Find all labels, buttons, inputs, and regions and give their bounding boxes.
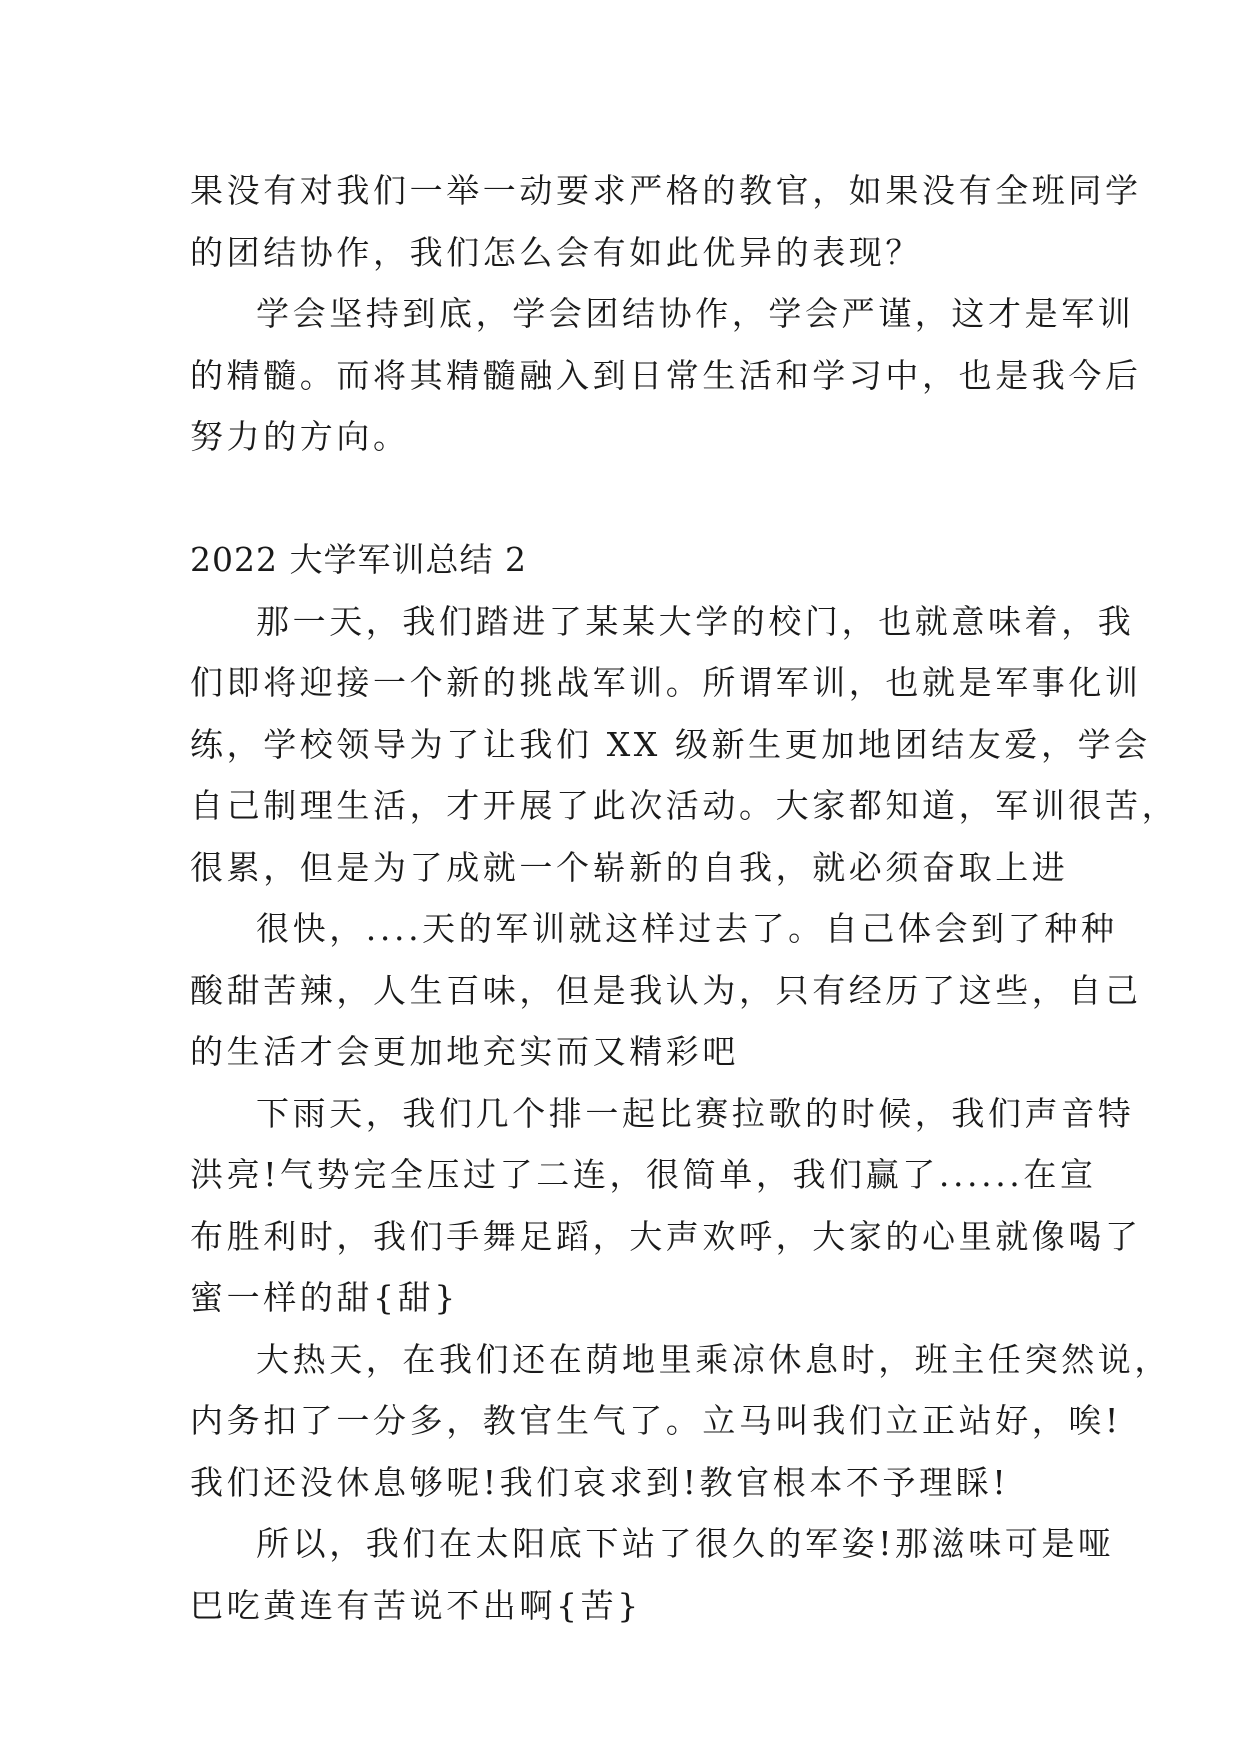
- text-line: 那一天，我们踏进了某某大学的校门，也就意味着，我: [256, 601, 1135, 641]
- text-line: 布胜利时，我们手舞足蹈，大声欢呼，大家的心里就像喝了: [190, 1216, 1142, 1256]
- text-line: 洪亮!气势完全压过了二连，很简单，我们赢了......在宣: [190, 1155, 1097, 1194]
- text-line: 下雨天，我们几个排一起比赛拉歌的时候，我们声音特: [256, 1093, 1135, 1133]
- text-line: 自己制理生活，才开展了此次活动。大家都知道，军训很苦，: [190, 786, 1179, 825]
- text-line: 很累，但是为了成就一个崭新的自我，就必须奋取上进: [190, 847, 1069, 887]
- text-line: 的生活才会更加地充实而又精彩吧: [190, 1032, 739, 1071]
- text-line: 学会坚持到底，学会团结协作，学会严谨，这才是军训: [256, 294, 1135, 333]
- text-line: 练，学校领导为了让我们 XX 级新生更加地团结友爱，学会: [190, 724, 1151, 764]
- text-line: 我们还没休息够呢!我们哀求到!教官根本不予理睬!: [190, 1462, 1010, 1502]
- text-line: 内务扣了一分多，教官生气了。立马叫我们立正站好，唉!: [190, 1401, 1122, 1440]
- text-line: 的精髓。而将其精髓融入到日常生活和学习中，也是我今后: [190, 355, 1142, 395]
- text-line: 果没有对我们一举一动要求严格的教官，如果没有全班同学: [190, 171, 1142, 210]
- text-line: 巴吃黄连有苦说不出啊{苦}: [190, 1585, 642, 1625]
- text-line: 所以，我们在太阳底下站了很久的军姿!那滋味可是哑: [256, 1524, 1115, 1563]
- text-line: 很快，....天的军训就这样过去了。自己体会到了种种: [256, 909, 1118, 948]
- text-line: 蜜一样的甜{甜}: [190, 1278, 459, 1317]
- text-line: 酸甜苦辣，人生百味，但是我认为，只有经历了这些，自己: [190, 970, 1142, 1010]
- text-line: 努力的方向。: [190, 417, 410, 456]
- text-line: 的团结协作，我们怎么会有如此优异的表现？: [190, 232, 922, 272]
- text-line: 们即将迎接一个新的挑战军训。所谓军训，也就是军事化训: [190, 663, 1142, 702]
- text-line: 大热天，在我们还在荫地里乘凉休息时，班主任突然说，: [256, 1339, 1171, 1379]
- document-body: [190, 160, 1179, 1636]
- paragraph-gap: [190, 468, 1050, 530]
- section-heading: 2022 大学军训总结 2: [190, 540, 527, 579]
